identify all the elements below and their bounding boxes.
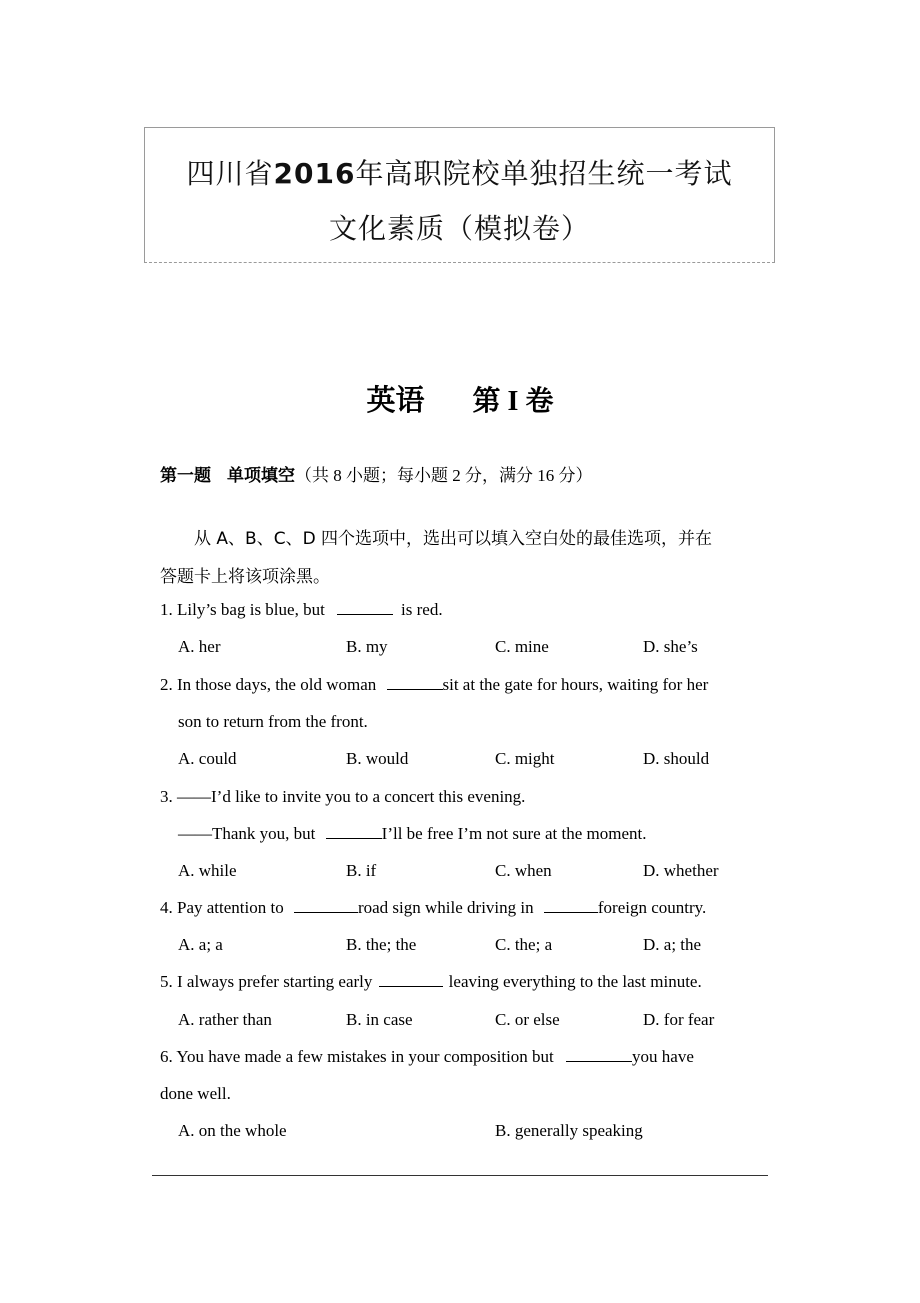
answer-blank (379, 972, 443, 987)
question-1-option-d: D. she’s (643, 637, 698, 656)
question-4-option-b: B. the; the (346, 935, 417, 954)
question-3-line-2: ——Thank you, but I’ll be free I’m not sure at the moment. (178, 824, 647, 843)
question-4-option-d: D. a; the (643, 935, 702, 954)
answer-blank (326, 824, 382, 839)
subject-label: 英语 (366, 383, 425, 417)
answer-blank (566, 1047, 632, 1062)
exam-subtitle: 文化素质（模拟卷） (328, 212, 590, 245)
question-3-line-1: 3. ——I’d like to invite you to a concert this evening. (160, 787, 526, 806)
question-1-option-b: B. my (346, 637, 388, 656)
question-6-option-b: B. generally speaking (495, 1121, 643, 1140)
question-2-option-d: D. should (643, 749, 710, 768)
question-3-option-a: A. while (178, 861, 237, 880)
instruction-line-2: 答题卡上将该项涂黑。 (160, 567, 330, 587)
part-label: 第 I 卷 (472, 386, 554, 417)
question-5-option-b: B. in case (346, 1010, 413, 1029)
instruction-line-1: 从 A、B、C、D 四个选项中，选出可以填入空白处的最佳选项，并在 (194, 529, 713, 549)
question-2-stem-continued: son to return from the front. (178, 712, 368, 731)
question-5-option-c: C. or else (495, 1010, 560, 1029)
question-5-option-a: A. rather than (178, 1010, 272, 1029)
section-title (0, 378, 920, 419)
question-2-option-a: A. could (178, 749, 237, 768)
title-exam-name: 年高职院校单独招生统一考试 (355, 157, 733, 190)
answer-blank (387, 675, 443, 690)
question-3-option-d: D. whether (643, 861, 719, 880)
question-6-stem: 6. You have made a few mistakes in your composition but you have (160, 1047, 694, 1066)
part-number: 第一题 (160, 466, 211, 486)
question-1-option-c: C. mine (495, 637, 549, 656)
title-year: 2016 (273, 157, 356, 190)
question-3-option-c: C. when (495, 861, 552, 880)
title-box (144, 127, 775, 263)
question-4-option-c: C. the; a (495, 935, 553, 954)
question-1-option-a: A. her (178, 637, 221, 656)
question-5-option-d: D. for fear (643, 1010, 715, 1029)
footer-divider (152, 1175, 768, 1176)
answer-blank (337, 600, 393, 615)
question-5-stem: 5. I always prefer starting early leaving everything to the last minute. (160, 972, 702, 991)
title-province: 四川省 (186, 157, 274, 190)
question-2-option-b: B. would (346, 749, 409, 768)
question-1-stem: 1. Lily’s bag is blue, but is red. (160, 600, 443, 619)
answer-blank (294, 898, 358, 913)
question-4-option-a: A. a; a (178, 935, 223, 954)
answer-blank (544, 898, 598, 913)
question-2-stem: 2. In those days, the old woman sit at the gate for hours, waiting for her (160, 675, 709, 694)
part-type: 单项填空 (227, 466, 295, 486)
part-scoring-note: （共 8 小题；每小题 2 分，满分 16 分） (295, 466, 593, 485)
question-6-stem-continued: done well. (160, 1084, 231, 1103)
question-6-option-a: A. on the whole (178, 1121, 287, 1140)
question-3-option-b: B. if (346, 861, 377, 880)
exam-title (145, 152, 774, 192)
question-2-option-c: C. might (495, 749, 555, 768)
question-4-stem: 4. Pay attention to road sign while driving in foreign country. (160, 898, 707, 917)
part-heading (160, 461, 593, 486)
